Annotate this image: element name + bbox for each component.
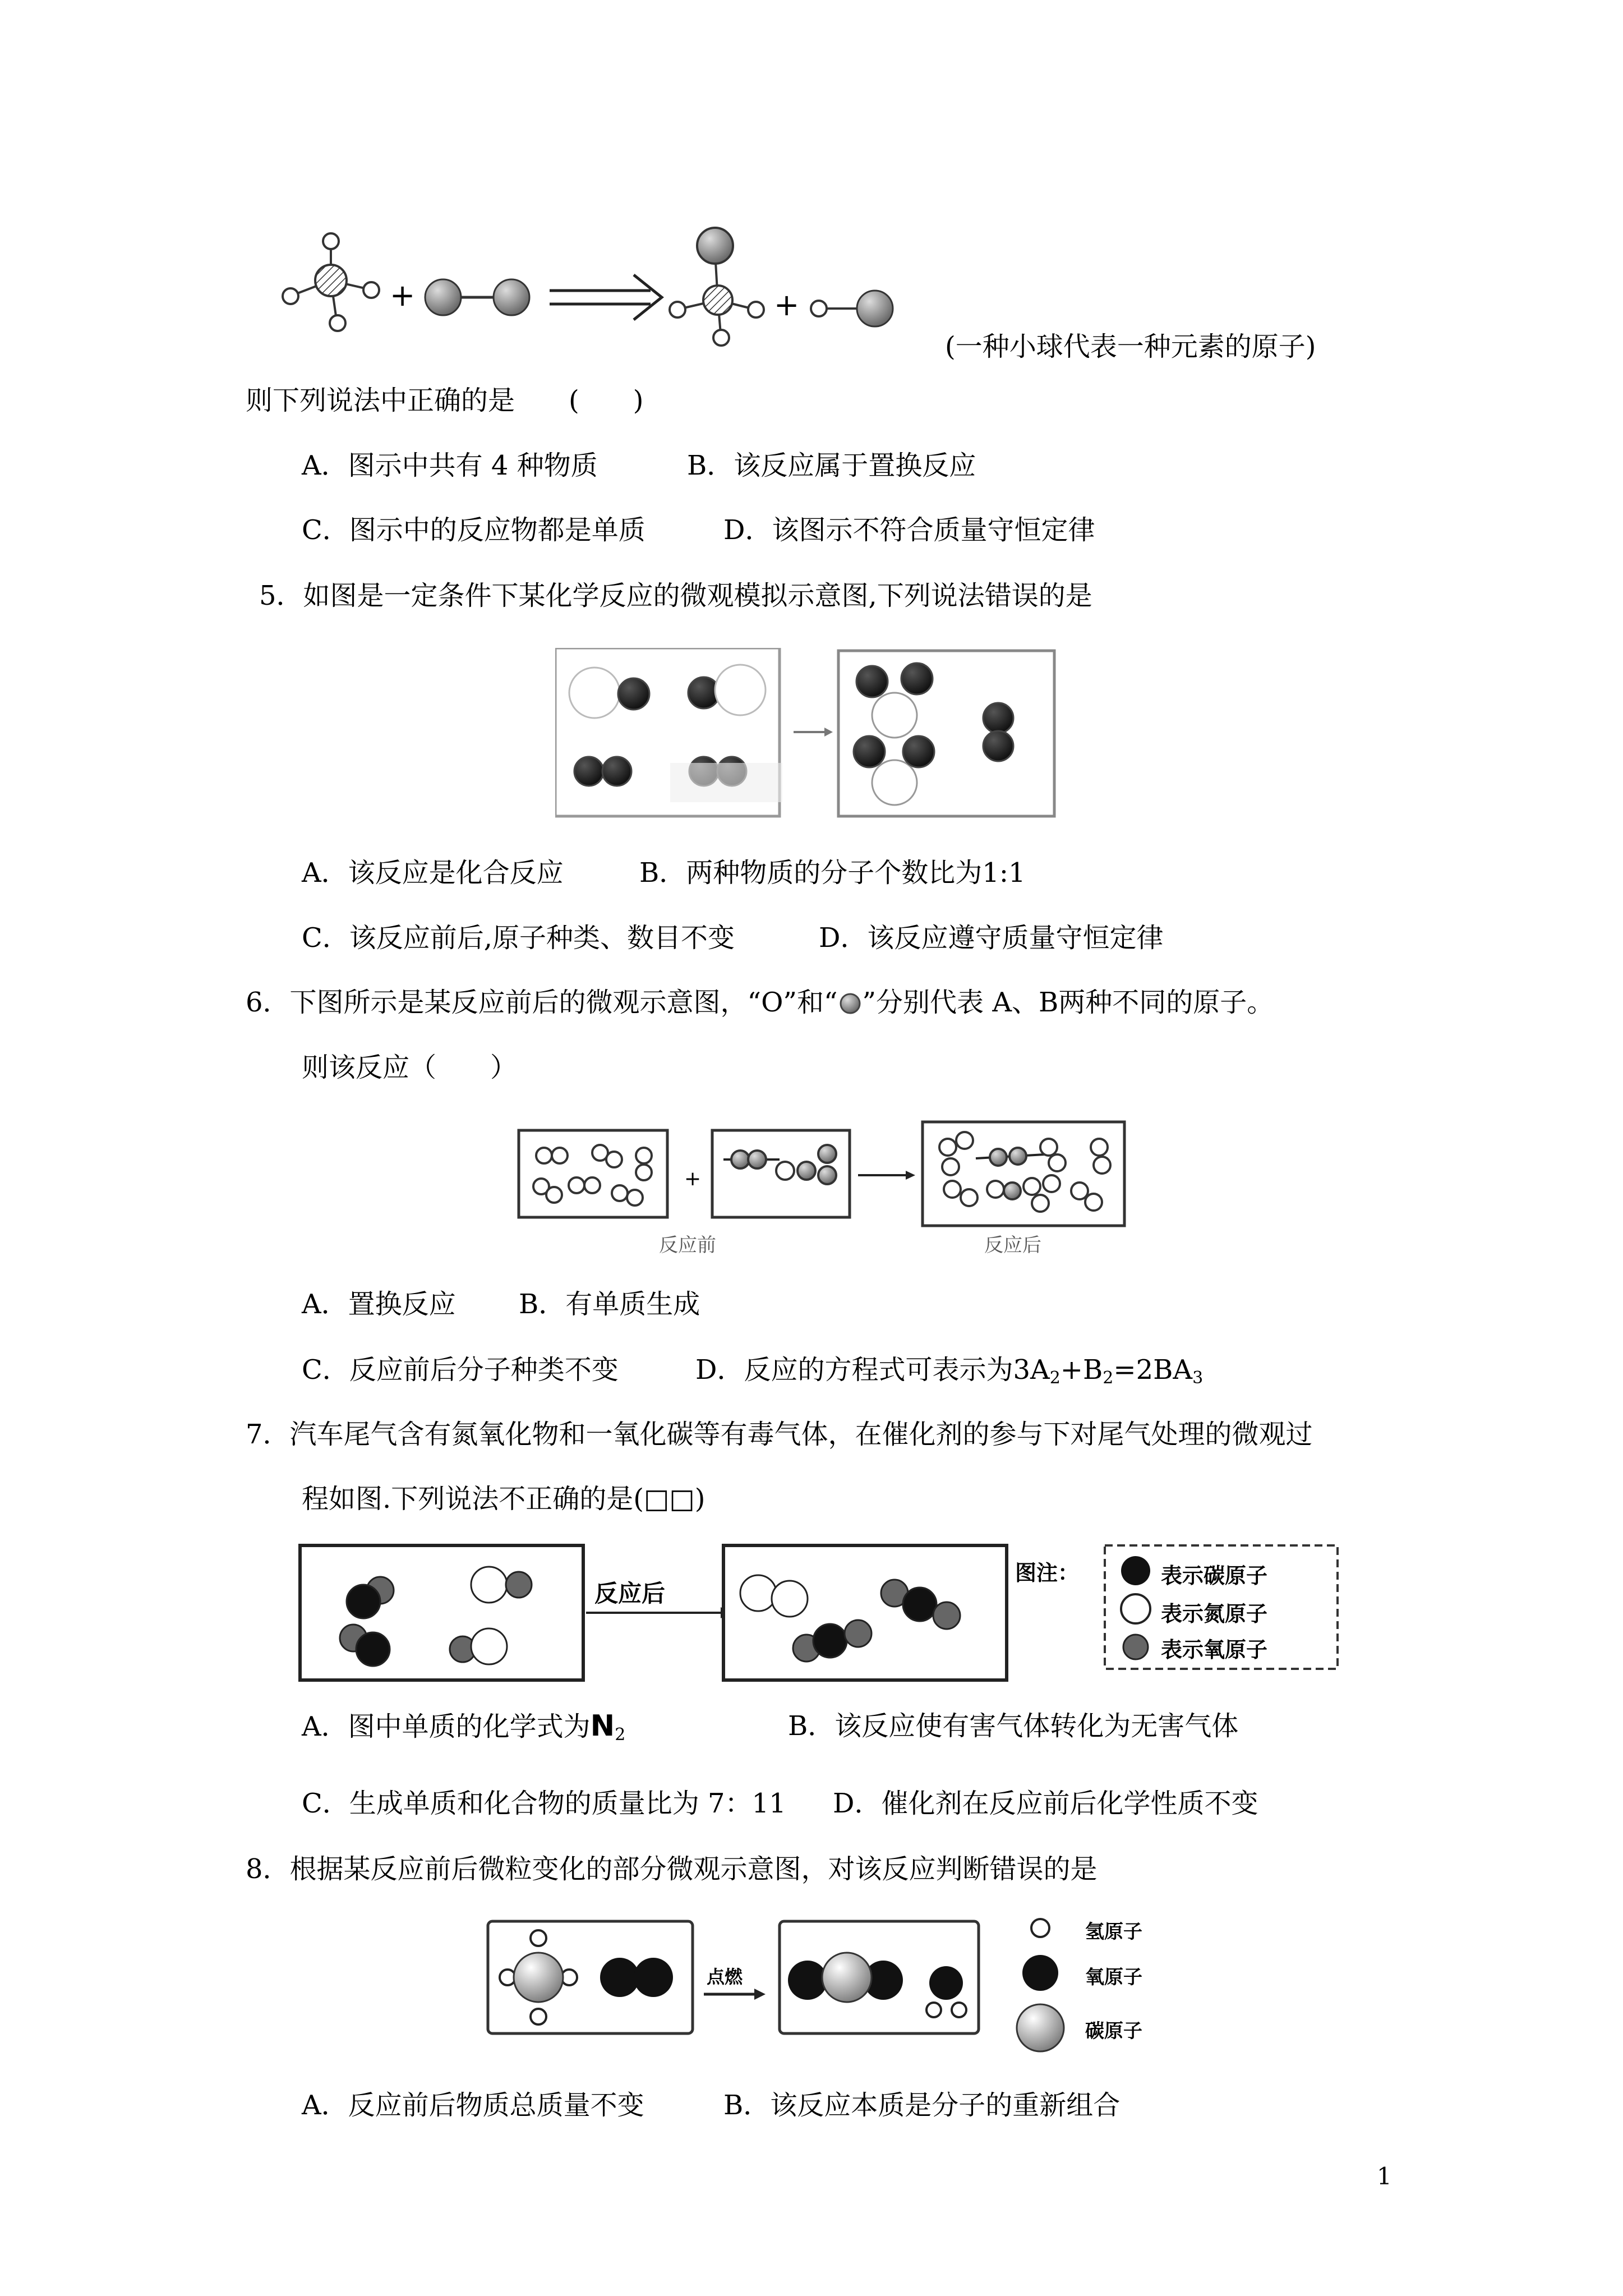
q4-option-b: B．该反应属于置换反应 — [687, 450, 976, 481]
q4-option-c: C．图示中的反应物都是单质 — [302, 514, 645, 546]
q7-legend-oxygen: 表示氧原子 — [1161, 1637, 1268, 1662]
q6-stem: 6．下图所示是某反应前后的微观示意图，“O”和“ ”分别代表 A、B两种不同的原子。 — [246, 987, 1274, 1018]
q4-diatomic-molecule — [425, 279, 529, 315]
q8-option-b: B．该反应本质是分子的重新组合 — [723, 2090, 1121, 2121]
oxygen-atom-icon — [1123, 1635, 1148, 1659]
q6-option-c: C．反应前后分子种类不变 — [302, 1354, 619, 1386]
q5-option-b: B．两种物质的分子个数比为1:1 — [639, 857, 1026, 889]
oxygen-atom-icon — [1022, 1955, 1058, 1991]
q4-option-a: A．图示中共有 4 种物质 — [302, 450, 598, 481]
page-number: 1 — [1377, 2162, 1392, 2190]
q7-legend-nitrogen: 表示氮原子 — [1161, 1602, 1268, 1626]
q7-legend-title: 图注： — [1015, 1561, 1080, 1585]
q7-arrow-label: 反应后 — [594, 1580, 666, 1607]
q4-product-diatomic — [811, 291, 893, 326]
q6-stem-line2: 则该反应（ ） — [302, 1052, 518, 1083]
q8-legend-hydrogen: 氢原子 — [1085, 1921, 1142, 1943]
carbon-atom-icon — [1017, 2004, 1064, 2051]
q5-option-c: C．该反应前后,原子种类、数目不变 — [302, 922, 735, 954]
q7-legend-carbon: 表示碳原子 — [1161, 1563, 1268, 1588]
q8-legend-carbon: 碳原子 — [1085, 2020, 1142, 2042]
plus-sign: + — [774, 287, 800, 323]
q6-option-d: D．反应的方程式可表示为$3A_2+B_2=2BA_3$ — [695, 1354, 1204, 1388]
q8-reaction-figure — [485, 1910, 1175, 2062]
q4-double-arrow — [550, 275, 662, 320]
q4-reaction-figure — [269, 219, 914, 359]
plus-sign: + — [684, 1167, 702, 1190]
q8-arrow-label: 点燃 — [707, 1966, 743, 1987]
q6-before-caption: 反应前 — [659, 1234, 716, 1257]
nitrogen-atom-icon — [1121, 1594, 1150, 1623]
q5-reaction-figure — [555, 648, 1060, 822]
gray-atom-icon — [838, 991, 863, 1016]
q8-stem: 8．根据某反应前后微粒变化的部分微观示意图，对该反应判断错误的是 — [246, 1853, 1098, 1885]
q7-option-b: B．该反应使有害气体转化为无害气体 — [788, 1710, 1239, 1742]
q8-option-a: A．反应前后物质总质量不变 — [302, 2090, 644, 2121]
q5-stem: 5．如图是一定条件下某化学反应的微观模拟示意图,下列说法错误的是 — [259, 580, 1092, 611]
q6-after-caption: 反应后 — [984, 1234, 1041, 1257]
q4-legend-note: (一种小球代表一种元素的原子) — [945, 331, 1316, 362]
q7-option-c: C．生成单质和化合物的质量比为 7：11 — [302, 1788, 786, 1819]
q4-reactant-molecule — [283, 233, 379, 331]
q6-option-a: A．置换反应 — [302, 1289, 456, 1320]
carbon-atom-icon — [1121, 1556, 1150, 1585]
q7-stem-line2: 程如图.下列说法不正确的是(□□) — [302, 1483, 706, 1515]
q5-option-d: D．该反应遵守质量守恒定律 — [819, 922, 1164, 954]
q4-product-molecule — [670, 228, 764, 346]
q7-option-d: D．催化剂在反应前后化学性质不变 — [833, 1788, 1258, 1819]
q7-stem: 7．汽车尾气含有氮氧化物和一氧化碳等有毒气体，在催化剂的参与下对尾气处理的微观过 — [246, 1419, 1313, 1450]
q4-option-d: D．该图示不符合质量守恒定律 — [723, 514, 1095, 546]
q4-stem: 则下列说法中正确的是 ( ) — [246, 385, 644, 416]
q6-option-b: B．有单质生成 — [519, 1289, 700, 1320]
hydrogen-atom-icon — [1031, 1919, 1049, 1937]
q8-legend-oxygen: 氧原子 — [1085, 1966, 1142, 1989]
plus-sign: + — [390, 278, 416, 313]
q7-option-a: A．图中单质的化学式为$N_2$ — [302, 1709, 626, 1745]
q5-option-a: A．该反应是化合反应 — [302, 857, 564, 889]
